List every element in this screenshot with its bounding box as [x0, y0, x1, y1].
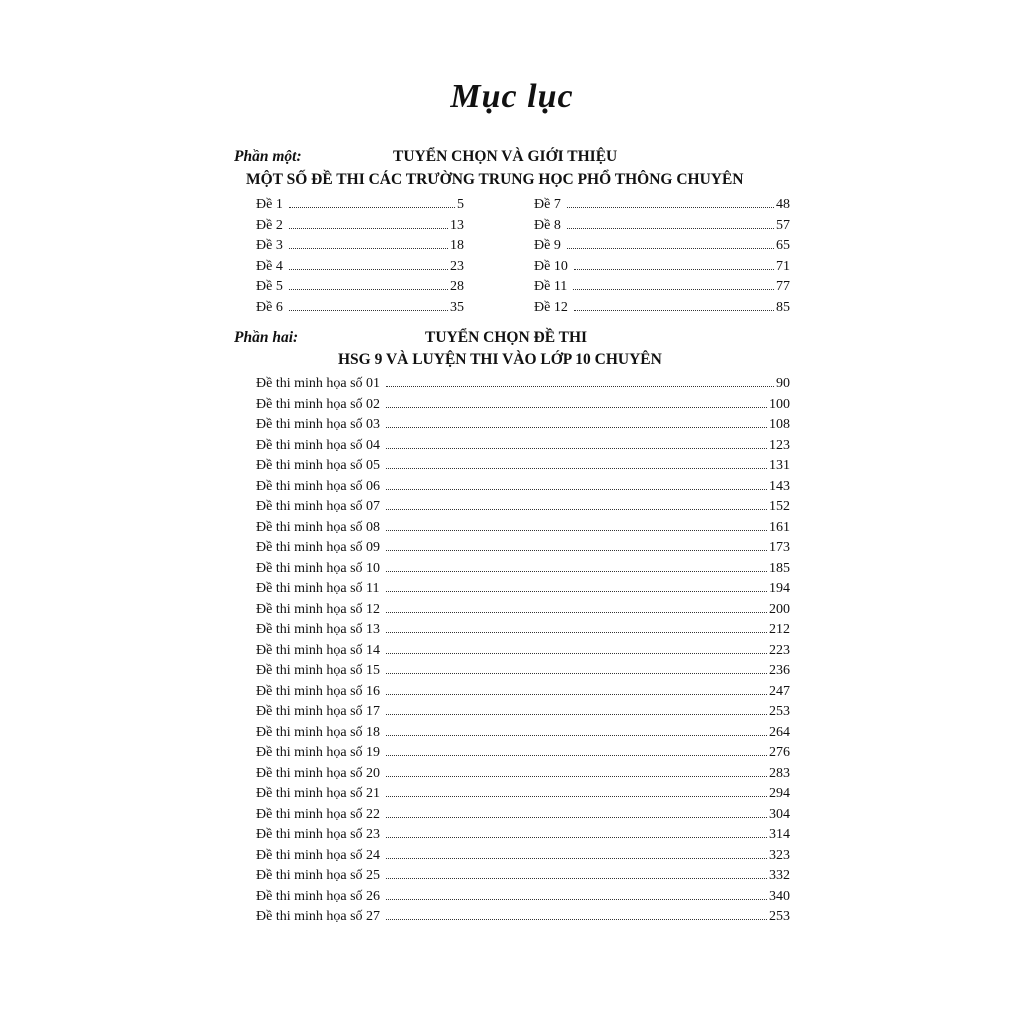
- dot-leader: [386, 539, 767, 551]
- toc-entry-label: Đề thi minh họa số 09: [256, 540, 381, 555]
- toc-entry-page-number: 35: [450, 299, 464, 315]
- toc-entry-label: Đề thi minh họa số 14: [256, 642, 381, 658]
- dot-leader: [567, 196, 774, 208]
- dot-leader: [386, 416, 767, 428]
- dot-leader: [386, 560, 767, 572]
- toc-entry-label: Đề 6: [256, 299, 283, 315]
- toc-entry-page-number: 294: [769, 786, 790, 801]
- toc-entry-page-number: 332: [769, 868, 790, 883]
- dot-leader: [386, 621, 767, 633]
- toc-entry[interactable]: [534, 258, 790, 278]
- dot-leader: [386, 724, 767, 736]
- dot-leader: [386, 744, 767, 756]
- toc-entry-page-number: 71: [776, 258, 790, 274]
- toc-entry-page-number: 77: [776, 279, 790, 294]
- toc-entry-label: Đề 7: [534, 197, 561, 212]
- toc-entry-page-number: 264: [769, 724, 790, 740]
- toc-entry-page-number: 340: [769, 888, 790, 904]
- toc-entry-label: Đề thi minh họa số 23: [256, 827, 381, 842]
- toc-entry-label: Đề thi minh họa số 03: [256, 417, 381, 432]
- toc-entry-label: Đề thi minh họa số 11: [256, 581, 380, 596]
- dot-leader: [289, 196, 455, 208]
- toc-entry-label: Đề thi minh họa số 16: [256, 683, 381, 699]
- toc-entry-label: Đề 8: [534, 217, 561, 233]
- toc-entry-label: Đề thi minh họa số 22: [256, 806, 381, 822]
- dot-leader: [289, 299, 448, 311]
- toc-entry-page-number: 90: [776, 376, 790, 391]
- toc-entry-label: Đề thi minh họa số 06: [256, 478, 381, 494]
- toc-entry-page-number: 57: [776, 217, 790, 233]
- toc-entry-label: Đề thi minh họa số 13: [256, 622, 381, 637]
- toc-entry-page-number: 131: [769, 458, 790, 473]
- toc-entry[interactable]: [534, 196, 790, 216]
- toc-entry-page-number: 212: [769, 622, 790, 637]
- toc-entry-page-number: 28: [450, 279, 464, 294]
- toc-entry[interactable]: [256, 498, 790, 518]
- toc-entry-label: Đề thi minh họa số 25: [256, 868, 381, 883]
- toc-entry-label: Đề 11: [534, 279, 568, 294]
- dot-leader: [386, 498, 767, 510]
- dot-leader: [386, 888, 767, 900]
- toc-entry-page-number: 304: [769, 806, 790, 822]
- toc-entry[interactable]: [256, 683, 790, 703]
- part2-heading-line2: HSG 9 VÀ LUYỆN THI VÀO LỚP 10 CHUYÊN: [338, 351, 662, 368]
- toc-entry-page-number: 283: [769, 765, 790, 781]
- toc-entry-page-number: 48: [776, 197, 790, 212]
- dot-leader: [386, 478, 767, 490]
- toc-entry[interactable]: [256, 560, 790, 580]
- toc-entry-label: Đề thi minh họa số 05: [256, 458, 381, 473]
- dot-leader: [567, 237, 774, 249]
- part1-label: Phần một:: [234, 148, 302, 165]
- dot-leader: [289, 217, 448, 229]
- toc-entry[interactable]: [256, 237, 464, 257]
- toc-entry[interactable]: [534, 237, 790, 257]
- toc-entry-label: Đề thi minh họa số 07: [256, 499, 381, 514]
- toc-entry-label: Đề thi minh họa số 10: [256, 560, 381, 576]
- dot-leader: [386, 601, 767, 613]
- toc-entry-page-number: 65: [776, 238, 790, 253]
- dot-leader: [289, 258, 448, 270]
- toc-entry[interactable]: [256, 724, 790, 744]
- part1-heading-line2: MỘT SỐ ĐỀ THI CÁC TRƯỜNG TRUNG HỌC PHỔ THÔNG CHUYÊN: [246, 171, 744, 188]
- toc-entry[interactable]: [256, 217, 464, 237]
- toc-entry-label: Đề 3: [256, 238, 283, 253]
- dot-leader: [386, 683, 767, 695]
- toc-entry-page-number: 123: [769, 437, 790, 453]
- toc-entry[interactable]: [256, 703, 790, 723]
- part2-heading-line1: TUYỂN CHỌN ĐỀ THI: [425, 329, 588, 346]
- dot-leader: [386, 908, 767, 920]
- toc-entry[interactable]: [256, 299, 464, 319]
- page-title: Mục lục: [450, 78, 574, 115]
- toc-entry[interactable]: [256, 785, 790, 805]
- toc-entry[interactable]: [256, 539, 790, 559]
- dot-leader: [386, 580, 767, 592]
- toc-entry[interactable]: [256, 642, 790, 662]
- toc-entry-label: Đề thi minh họa số 01: [256, 376, 381, 391]
- dot-leader: [386, 847, 767, 859]
- toc-entry-label: Đề thi minh họa số 19: [256, 745, 381, 760]
- toc-entry[interactable]: [256, 662, 790, 682]
- dot-leader: [567, 217, 774, 229]
- toc-entry-label: Đề thi minh họa số 27: [256, 909, 381, 924]
- toc-entry[interactable]: [256, 806, 790, 826]
- toc-entry-page-number: 223: [769, 642, 790, 658]
- dot-leader: [386, 826, 767, 838]
- dot-leader: [386, 437, 767, 449]
- toc-entry-label: Đề thi minh họa số 08: [256, 519, 381, 535]
- toc-entry[interactable]: [534, 278, 790, 298]
- dot-leader: [386, 867, 767, 879]
- toc-entry-label: Đề thi minh họa số 21: [256, 786, 381, 801]
- dot-leader: [386, 765, 767, 777]
- dot-leader: [386, 642, 767, 654]
- dot-leader: [386, 519, 767, 531]
- dot-leader: [386, 375, 774, 387]
- dot-leader: [573, 278, 774, 290]
- toc-entry[interactable]: [256, 258, 464, 278]
- toc-entry[interactable]: [256, 601, 790, 621]
- toc-entry-label: Đề thi minh họa số 20: [256, 765, 381, 781]
- toc-entry-page-number: 323: [769, 847, 790, 863]
- toc-entry[interactable]: [256, 416, 790, 436]
- toc-entry-label: Đề 4: [256, 258, 283, 274]
- toc-entry[interactable]: [256, 867, 790, 887]
- toc-entry-page-number: 200: [769, 601, 790, 617]
- toc-entry-label: Đề thi minh họa số 04: [256, 437, 381, 453]
- toc-entry-label: Đề thi minh họa số 12: [256, 601, 381, 617]
- toc-entry-page-number: 152: [769, 499, 790, 514]
- toc-entry-label: Đề 1: [256, 197, 283, 212]
- toc-entry[interactable]: [256, 519, 790, 539]
- toc-entry[interactable]: [256, 478, 790, 498]
- dot-leader: [574, 299, 774, 311]
- toc-entry-page-number: 185: [769, 560, 790, 576]
- toc-entry[interactable]: [256, 744, 790, 764]
- dot-leader: [386, 662, 767, 674]
- toc-entry[interactable]: [256, 888, 790, 908]
- toc-entry-page-number: 314: [769, 827, 790, 842]
- toc-entry-page-number: 236: [769, 663, 790, 678]
- toc-entry[interactable]: [256, 765, 790, 785]
- toc-entry[interactable]: [256, 621, 790, 641]
- toc-entry-label: Đề thi minh họa số 18: [256, 724, 381, 740]
- toc-entry-page-number: 247: [769, 683, 790, 699]
- toc-entry-page-number: 18: [450, 238, 464, 253]
- toc-entry-label: Đề thi minh họa số 24: [256, 847, 381, 863]
- toc-entry[interactable]: [256, 396, 790, 416]
- toc-entry-label: Đề thi minh họa số 15: [256, 663, 381, 678]
- toc-entry[interactable]: [256, 847, 790, 867]
- toc-entry[interactable]: [256, 375, 790, 395]
- toc-entry[interactable]: [534, 217, 790, 237]
- toc-entry-page-number: 23: [450, 258, 464, 274]
- dot-leader: [574, 258, 774, 270]
- toc-entry[interactable]: [256, 580, 790, 600]
- toc-entry[interactable]: [256, 826, 790, 846]
- toc-entry-label: Đề 10: [534, 258, 568, 274]
- dot-leader: [289, 278, 448, 290]
- toc-entry-page-number: 5: [457, 197, 464, 212]
- toc-entry[interactable]: [256, 196, 464, 216]
- dot-leader: [386, 457, 767, 469]
- toc-entry[interactable]: [256, 457, 790, 477]
- toc-entry-label: Đề thi minh họa số 02: [256, 396, 381, 412]
- toc-entry-label: Đề thi minh họa số 26: [256, 888, 381, 904]
- toc-entry-page-number: 161: [769, 519, 790, 535]
- toc-entry[interactable]: [534, 299, 790, 319]
- toc-entry-page-number: 108: [769, 417, 790, 432]
- part1-heading-line1: TUYỂN CHỌN VÀ GIỚI THIỆU: [393, 148, 618, 165]
- toc-entry[interactable]: [256, 278, 464, 298]
- toc-entry-page-number: 143: [769, 478, 790, 494]
- toc-entry-label: Đề thi minh họa số 17: [256, 704, 381, 719]
- toc-entry[interactable]: [256, 908, 790, 928]
- dot-leader: [386, 785, 767, 797]
- toc-entry-label: Đề 5: [256, 279, 283, 294]
- toc-entry-page-number: 13: [450, 217, 464, 233]
- dot-leader: [386, 806, 767, 818]
- toc-entry-page-number: 194: [769, 581, 790, 596]
- toc-entry-label: Đề 9: [534, 238, 561, 253]
- toc-entry-page-number: 173: [769, 540, 790, 555]
- toc-entry-page-number: 100: [769, 396, 790, 412]
- part2-label: Phần hai:: [234, 329, 299, 346]
- dot-leader: [289, 237, 448, 249]
- toc-entry-page-number: 253: [769, 704, 790, 719]
- dot-leader: [386, 396, 767, 408]
- toc-entry-label: Đề 2: [256, 217, 283, 233]
- toc-entry-page-number: 85: [776, 299, 790, 315]
- toc-entry-label: Đề 12: [534, 299, 568, 315]
- toc-entry-page-number: 253: [769, 909, 790, 924]
- dot-leader: [386, 703, 767, 715]
- toc-entry-page-number: 276: [769, 745, 790, 760]
- toc-entry[interactable]: [256, 437, 790, 457]
